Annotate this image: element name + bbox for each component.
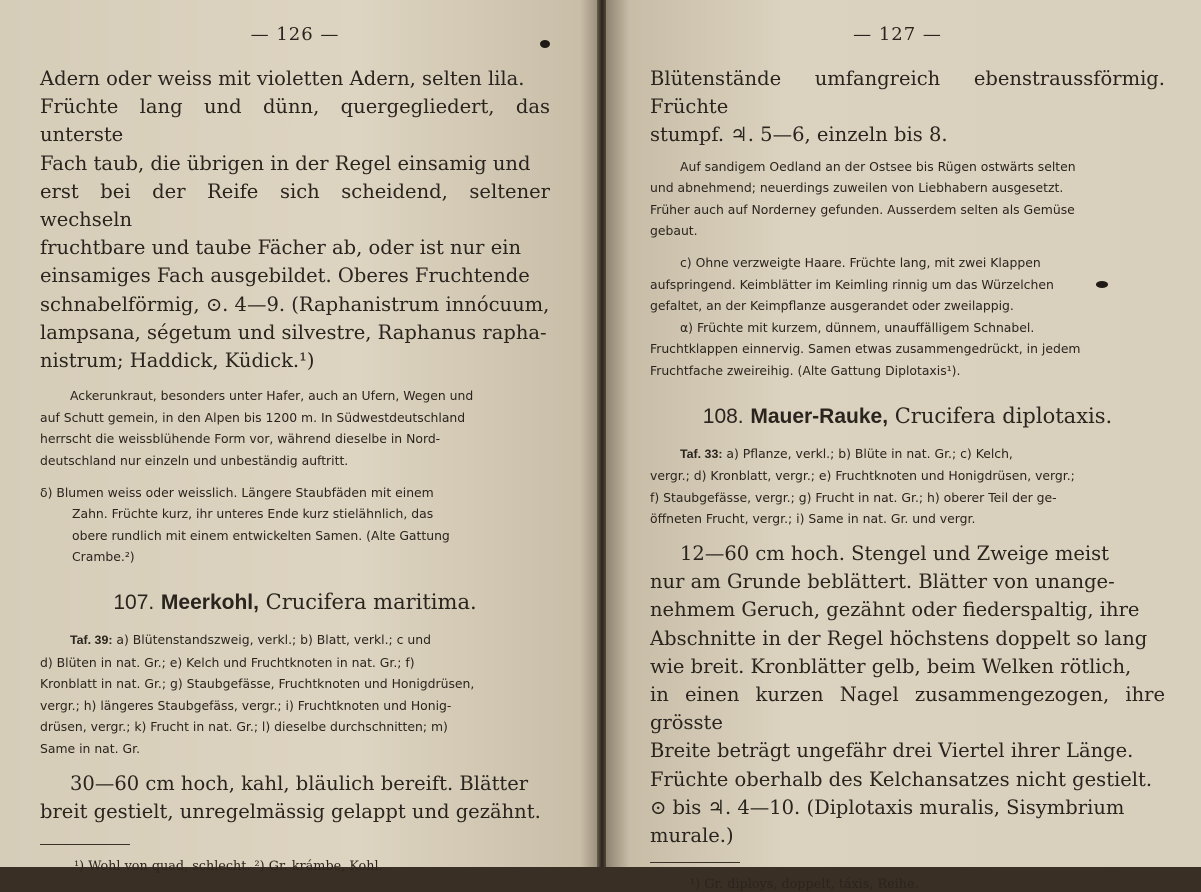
right-page bbox=[606, 0, 1201, 892]
text-line: Same in nat. Gr. bbox=[40, 740, 141, 756]
text-line: schnabelförmig, ⊙. 4—9. (Raphanistrum innócuum, bbox=[40, 292, 550, 316]
ink-spot bbox=[1096, 281, 1108, 288]
text-line: Zahn. Früchte kurz, ihr unteres Ende kurz stielähnlich, das bbox=[72, 506, 434, 522]
text-line: wie breit. Kronblätter gelb, beim Welken rötlich, bbox=[650, 654, 1132, 678]
footnote-rule bbox=[40, 844, 130, 845]
text-line: Früchte oberhalb des Kelchansatzes nicht gestielt. bbox=[650, 767, 1153, 791]
delta-note bbox=[40, 482, 550, 568]
left-page bbox=[0, 0, 598, 874]
text-line: Fach taub, die übrigen in der Regel einsamig und bbox=[40, 151, 531, 175]
text-line: Früher auch auf Norderney gefunden. Ausserdem selten als Gemüse bbox=[650, 201, 1075, 217]
text-line: Blütenstände umfangreich ebenstraussförmig. Früchte bbox=[650, 67, 1165, 119]
text-line: breit gestielt, unregelmässig gelappt und gezähnt. bbox=[40, 799, 541, 823]
description-paragraph bbox=[40, 770, 550, 826]
text-line: stumpf. ♃. 5—6, einzeln bis 8. bbox=[650, 123, 948, 147]
text-line: erst bei der Reife sich scheidend, seltener wechseln bbox=[40, 179, 550, 232]
text-line: Ackerunkraut, besonders unter Hafer, auch an Ufern, Wegen und bbox=[70, 388, 474, 404]
text-line: α) Früchte mit kurzem, dünnem, unauffälligem Schnabel. bbox=[680, 319, 1035, 335]
plate-description bbox=[650, 443, 1165, 530]
text-line: c) Ohne verzweigte Haare. Früchte lang, mit zwei Klappen bbox=[680, 254, 1041, 270]
plate-label: Taf. 39: bbox=[70, 632, 113, 647]
intro-paragraph bbox=[40, 65, 550, 375]
text-line: 30—60 cm hoch, kahl, bläulich bereift. Blätter bbox=[70, 771, 529, 795]
footnote-rule bbox=[650, 862, 740, 863]
text-line: herrscht die weissblühende Form vor, während dieselbe in Nord- bbox=[40, 431, 441, 447]
text-line: drüsen, vergr.; k) Frucht in nat. Gr.; l) dieselbe durchschnitten; m) bbox=[40, 719, 448, 735]
habitat-note bbox=[40, 385, 550, 471]
text-line: ⊙ bis ♃. 4—10. (Diplotaxis muralis, Sisymbrium bbox=[650, 795, 1125, 819]
text-line: a) Blütenstandszweig, verkl.; b) Blatt, verkl.; c und bbox=[116, 631, 431, 647]
text-line: Fruchtfache zweireihig. (Alte Gattung Diplotaxis¹). bbox=[650, 362, 961, 378]
ink-spot bbox=[540, 40, 550, 48]
heading-latin: Crucifera maritima. bbox=[265, 589, 477, 614]
alpha-note bbox=[650, 317, 1165, 382]
c-note bbox=[650, 252, 1165, 317]
text-line: Auf sandigem Oedland an der Ostsee bis Rügen ostwärts selten bbox=[680, 158, 1076, 174]
text-line: fruchtbare und taube Fächer ab, oder ist nur ein bbox=[40, 236, 522, 260]
text-line: Abschnitte in der Regel höchstens doppelt so lang bbox=[650, 626, 1148, 650]
text-line: d) Blüten in nat. Gr.; e) Kelch und Fruchtknoten in nat. Gr.; f) bbox=[40, 654, 415, 670]
page-number: — 126 — bbox=[250, 24, 340, 45]
section-heading-107 bbox=[40, 590, 550, 615]
text-line: in einen kurzen Nagel zusammengezogen, ihre grösste bbox=[650, 682, 1165, 735]
footnote: ¹) Gr. diploys, doppelt, táxis, Reihe. bbox=[690, 877, 919, 892]
text-line: aufspringend. Keimblätter im Keimling rinnig um das Würzelchen bbox=[650, 276, 1054, 292]
text-line: Kronblatt in nat. Gr.; g) Staubgefässe, Fruchtknoten und Honigdrüsen, bbox=[40, 676, 475, 692]
text-line: nehmem Geruch, gezähnt oder fiederspaltig, ihre bbox=[650, 598, 1140, 622]
footnote: ¹) Wohl von quad, schlecht. ²) Gr. krámbe, Kohl. bbox=[74, 858, 383, 874]
text-line: einsamiges Fach ausgebildet. Oberes Fruchtende bbox=[40, 264, 530, 288]
heading-number: 107. bbox=[113, 590, 155, 614]
text-line: nur am Grunde beblättert. Blätter von unange- bbox=[650, 570, 1115, 594]
plate-description bbox=[40, 629, 550, 760]
heading-name: Meerkohl, bbox=[160, 590, 259, 614]
plate-label: Taf. 33: bbox=[680, 446, 723, 461]
text-line: δ) Blumen weiss oder weisslich. Längere Staubfäden mit einem bbox=[40, 484, 434, 500]
text-line: auf Schutt gemein, in den Alpen bis 1200 m. In Südwestdeutschland bbox=[40, 409, 466, 425]
text-line: vergr.; h) längeres Staubgefäss, vergr.; i) Fruchtknoten und Honig- bbox=[40, 697, 452, 713]
text-line: murale.) bbox=[650, 823, 734, 847]
habitat-note bbox=[650, 156, 1165, 242]
text-line: Früchte lang und dünn, quergegliedert, das unterste bbox=[40, 95, 550, 147]
text-line: Crambe.²) bbox=[72, 549, 135, 565]
section-heading-108 bbox=[650, 404, 1165, 429]
text-line: und abnehmend; neuerdings zuweilen von Liebhabern ausgesetzt. bbox=[650, 180, 1064, 196]
text-line: nistrum; Haddick, Küdick.¹) bbox=[40, 349, 315, 373]
text-line: f) Staubgefässe, vergr.; g) Frucht in nat. Gr.; h) oberer Teil der ge- bbox=[650, 489, 1057, 505]
heading-latin: Crucifera diplotaxis. bbox=[894, 403, 1113, 428]
text-line: gefaltet, an der Keimpflanze ausgerandet oder zweilappig. bbox=[650, 298, 1014, 314]
intro-paragraph bbox=[650, 65, 1165, 150]
text-line: lampsana, ségetum und silvestre, Raphanus rapha- bbox=[40, 320, 547, 344]
page-number: — 127 — bbox=[853, 24, 942, 45]
description-paragraph bbox=[650, 540, 1165, 850]
text-line: deutschland nur einzeln und unbeständig auftritt. bbox=[40, 453, 349, 469]
heading-number: 108. bbox=[702, 404, 744, 428]
text-line: vergr.; d) Kronblatt, vergr.; e) Fruchtknoten und Honigdrüsen, vergr.; bbox=[650, 468, 1075, 484]
text-line: 12—60 cm hoch. Stengel und Zweige meist bbox=[680, 541, 1110, 565]
heading-name: Mauer-Rauke, bbox=[750, 404, 889, 428]
text-line: obere rundlich mit einem entwickelten Samen. (Alte Gattung bbox=[72, 527, 450, 543]
text-line: Fruchtklappen einnervig. Samen etwas zusammengedrückt, in jedem bbox=[650, 341, 1081, 357]
text-line: Breite beträgt ungefähr drei Viertel ihrer Länge. bbox=[650, 739, 1134, 763]
text-line: Adern oder weiss mit violetten Adern, selten lila. bbox=[40, 67, 525, 90]
text-line: öffneten Frucht, vergr.; i) Same in nat. Gr. und vergr. bbox=[650, 511, 976, 527]
text-line: gebaut. bbox=[650, 223, 698, 239]
text-line: a) Pflanze, verkl.; b) Blüte in nat. Gr.; c) Kelch, bbox=[726, 445, 1013, 461]
